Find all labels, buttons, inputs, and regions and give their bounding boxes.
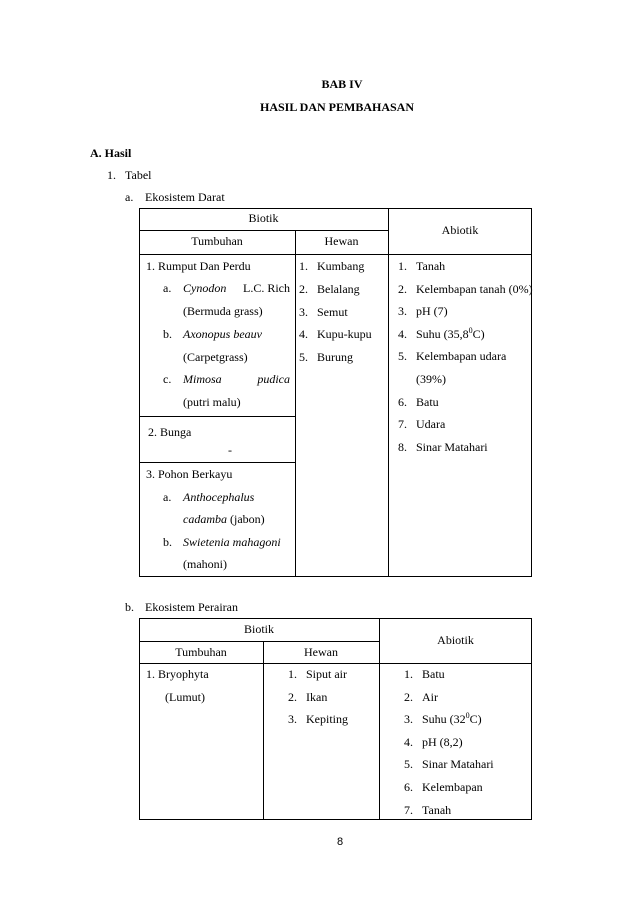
empty-dash: -: [228, 443, 232, 457]
divider: [139, 462, 295, 463]
list-text: Kupu-kupu: [317, 327, 372, 342]
plant-group-title: 2. Bunga: [148, 425, 192, 439]
subheading-darat: Ekosistem Darat: [145, 190, 225, 204]
list-item: [398, 395, 439, 410]
list-text: Tanah: [416, 259, 446, 273]
subheading-mark-b: b.: [125, 600, 134, 614]
list-item: [404, 803, 451, 818]
plant-scientific-name: [183, 281, 290, 296]
list-item: [404, 667, 445, 682]
list-number: 1.: [398, 259, 407, 273]
list-number: 6.: [398, 394, 407, 409]
scientific-species: pudica: [257, 372, 290, 386]
header-biotik: Biotik: [243, 622, 274, 636]
plant-scientific-name: Axonopus beauv: [183, 327, 262, 341]
list-text: Batu: [416, 394, 439, 409]
list-item: [404, 690, 438, 705]
list-text-suffix: C): [472, 326, 485, 341]
list-item: [398, 372, 446, 387]
list-text-suffix: C): [469, 712, 482, 727]
list-item: [299, 327, 372, 342]
divider: [263, 641, 264, 820]
plant-scientific-name: Swietenia mahagoni: [183, 535, 281, 549]
list-item: [299, 350, 353, 365]
list-item: [404, 757, 494, 772]
list-number: 5.: [299, 350, 308, 365]
list-text: Tanah: [422, 802, 452, 817]
list-number: 1.: [299, 259, 308, 273]
page-number: 8: [336, 836, 344, 848]
list-item: [398, 304, 448, 319]
header-hewan: Hewan: [304, 645, 338, 659]
list-item: [288, 667, 347, 682]
divider: [139, 230, 388, 231]
subheading-mark-a: a.: [125, 190, 134, 204]
plant-scientific-name: [183, 372, 290, 387]
list-item: [398, 349, 506, 364]
subsection-number: 1.: [107, 168, 116, 182]
plant-mark: a.: [163, 490, 172, 504]
scientific-genus: Cynodon: [183, 281, 227, 295]
list-text: Semut: [317, 304, 348, 319]
plant-scientific-name: Anthocephalus: [183, 490, 255, 504]
plant-group-title: 1. Rumput Dan Perdu: [146, 259, 251, 273]
list-text: Suhu (32: [422, 712, 466, 727]
list-item: [288, 690, 327, 705]
plant-common-name: (Bermuda grass): [183, 304, 263, 318]
list-number: 1.: [288, 667, 297, 681]
list-number: 4.: [299, 327, 308, 342]
scientific-species: cadamba: [183, 512, 227, 526]
plant-common-name: (putri malu): [183, 395, 241, 409]
list-text: Air: [422, 689, 438, 704]
list-item: [398, 327, 485, 342]
list-text: Kelembapan tanah (0%): [416, 281, 533, 296]
divider: [139, 663, 532, 664]
list-item: [299, 259, 364, 274]
list-text: Sinar Matahari: [416, 439, 488, 454]
list-item: [398, 259, 445, 274]
list-text: Siput air: [306, 667, 347, 681]
plant-mark: c.: [163, 372, 172, 386]
divider: [295, 230, 296, 577]
list-number: 6.: [404, 780, 413, 794]
list-item: [398, 282, 533, 297]
list-number: 2.: [398, 281, 407, 296]
list-item: [299, 282, 360, 297]
list-text: Kelembapan: [422, 780, 483, 794]
list-number: 5.: [398, 349, 407, 364]
header-biotik: Biotik: [248, 211, 279, 225]
list-number: 1.: [404, 667, 413, 681]
subsection-label: Tabel: [125, 168, 152, 182]
list-number: 7.: [404, 802, 413, 817]
list-text: Kumbang: [317, 259, 365, 273]
plant-mark: b.: [163, 327, 172, 341]
header-tumbuhan: Tumbuhan: [191, 234, 243, 248]
list-number: 8.: [398, 439, 407, 454]
list-text: Suhu (35,8: [416, 326, 469, 341]
list-text: Udara: [416, 417, 446, 432]
chapter-title: HASIL DAN PEMBAHASAN: [259, 100, 415, 114]
list-number: 2.: [288, 689, 297, 704]
list-text: Belalang: [317, 281, 360, 296]
plant-mark: a.: [163, 281, 172, 295]
header-tumbuhan: Tumbuhan: [175, 645, 227, 659]
section-heading: A. Hasil: [90, 146, 132, 160]
plant-group-title: 1. Bryophyta: [146, 667, 209, 681]
superscript: 0: [465, 711, 470, 721]
subheading-perairan: Ekosistem Perairan: [145, 600, 238, 614]
list-item: [398, 417, 445, 432]
header-hewan: Hewan: [324, 234, 359, 248]
divider: [139, 641, 379, 642]
scientific-author: L.C. Rich: [243, 281, 290, 295]
plant-common-name: (Lumut): [165, 690, 205, 704]
list-number: 3.: [288, 712, 297, 727]
plant-group-title: 3. Pohon Berkayu: [146, 467, 233, 481]
list-text: Sinar Matahari: [422, 757, 494, 772]
list-text: pH (8,2): [422, 734, 463, 749]
list-number: 2.: [299, 281, 308, 296]
plant-common-name: (jabon): [230, 512, 265, 526]
list-number: 7.: [398, 417, 407, 432]
divider: [139, 416, 295, 417]
list-number: 3.: [404, 712, 413, 727]
list-text: Ikan: [306, 689, 328, 704]
list-text: (39%): [416, 372, 446, 386]
list-number: 2.: [404, 689, 413, 704]
list-number: 3.: [398, 304, 407, 319]
plant-common-name: (mahoni): [183, 557, 227, 571]
list-text: pH (7): [416, 304, 448, 319]
plant-common-name: (Carpetgrass): [183, 350, 248, 364]
list-number: 4.: [398, 326, 407, 341]
divider: [379, 618, 380, 820]
header-abiotik: Abiotik: [441, 223, 479, 237]
list-item: [404, 780, 483, 795]
plant-scientific-common: [183, 512, 265, 527]
list-item: [404, 712, 482, 727]
list-number: 4.: [404, 734, 413, 749]
plant-mark: b.: [163, 535, 172, 549]
list-text: Kelembapan udara: [416, 349, 507, 364]
list-item: [288, 712, 348, 727]
divider: [388, 208, 389, 577]
scientific-genus: Mimosa: [183, 372, 222, 386]
list-number: 5.: [404, 757, 413, 772]
divider: [139, 254, 532, 255]
list-item: [398, 440, 488, 455]
list-number: 3.: [299, 304, 308, 319]
list-item: [404, 735, 463, 750]
header-abiotik: Abiotik: [437, 633, 474, 647]
list-text: Kepiting: [306, 712, 348, 727]
list-text: Burung: [317, 350, 353, 365]
chapter-number: BAB IV: [321, 77, 363, 91]
list-item: [299, 305, 348, 320]
list-text: Batu: [422, 667, 445, 681]
superscript: 0: [468, 325, 473, 335]
